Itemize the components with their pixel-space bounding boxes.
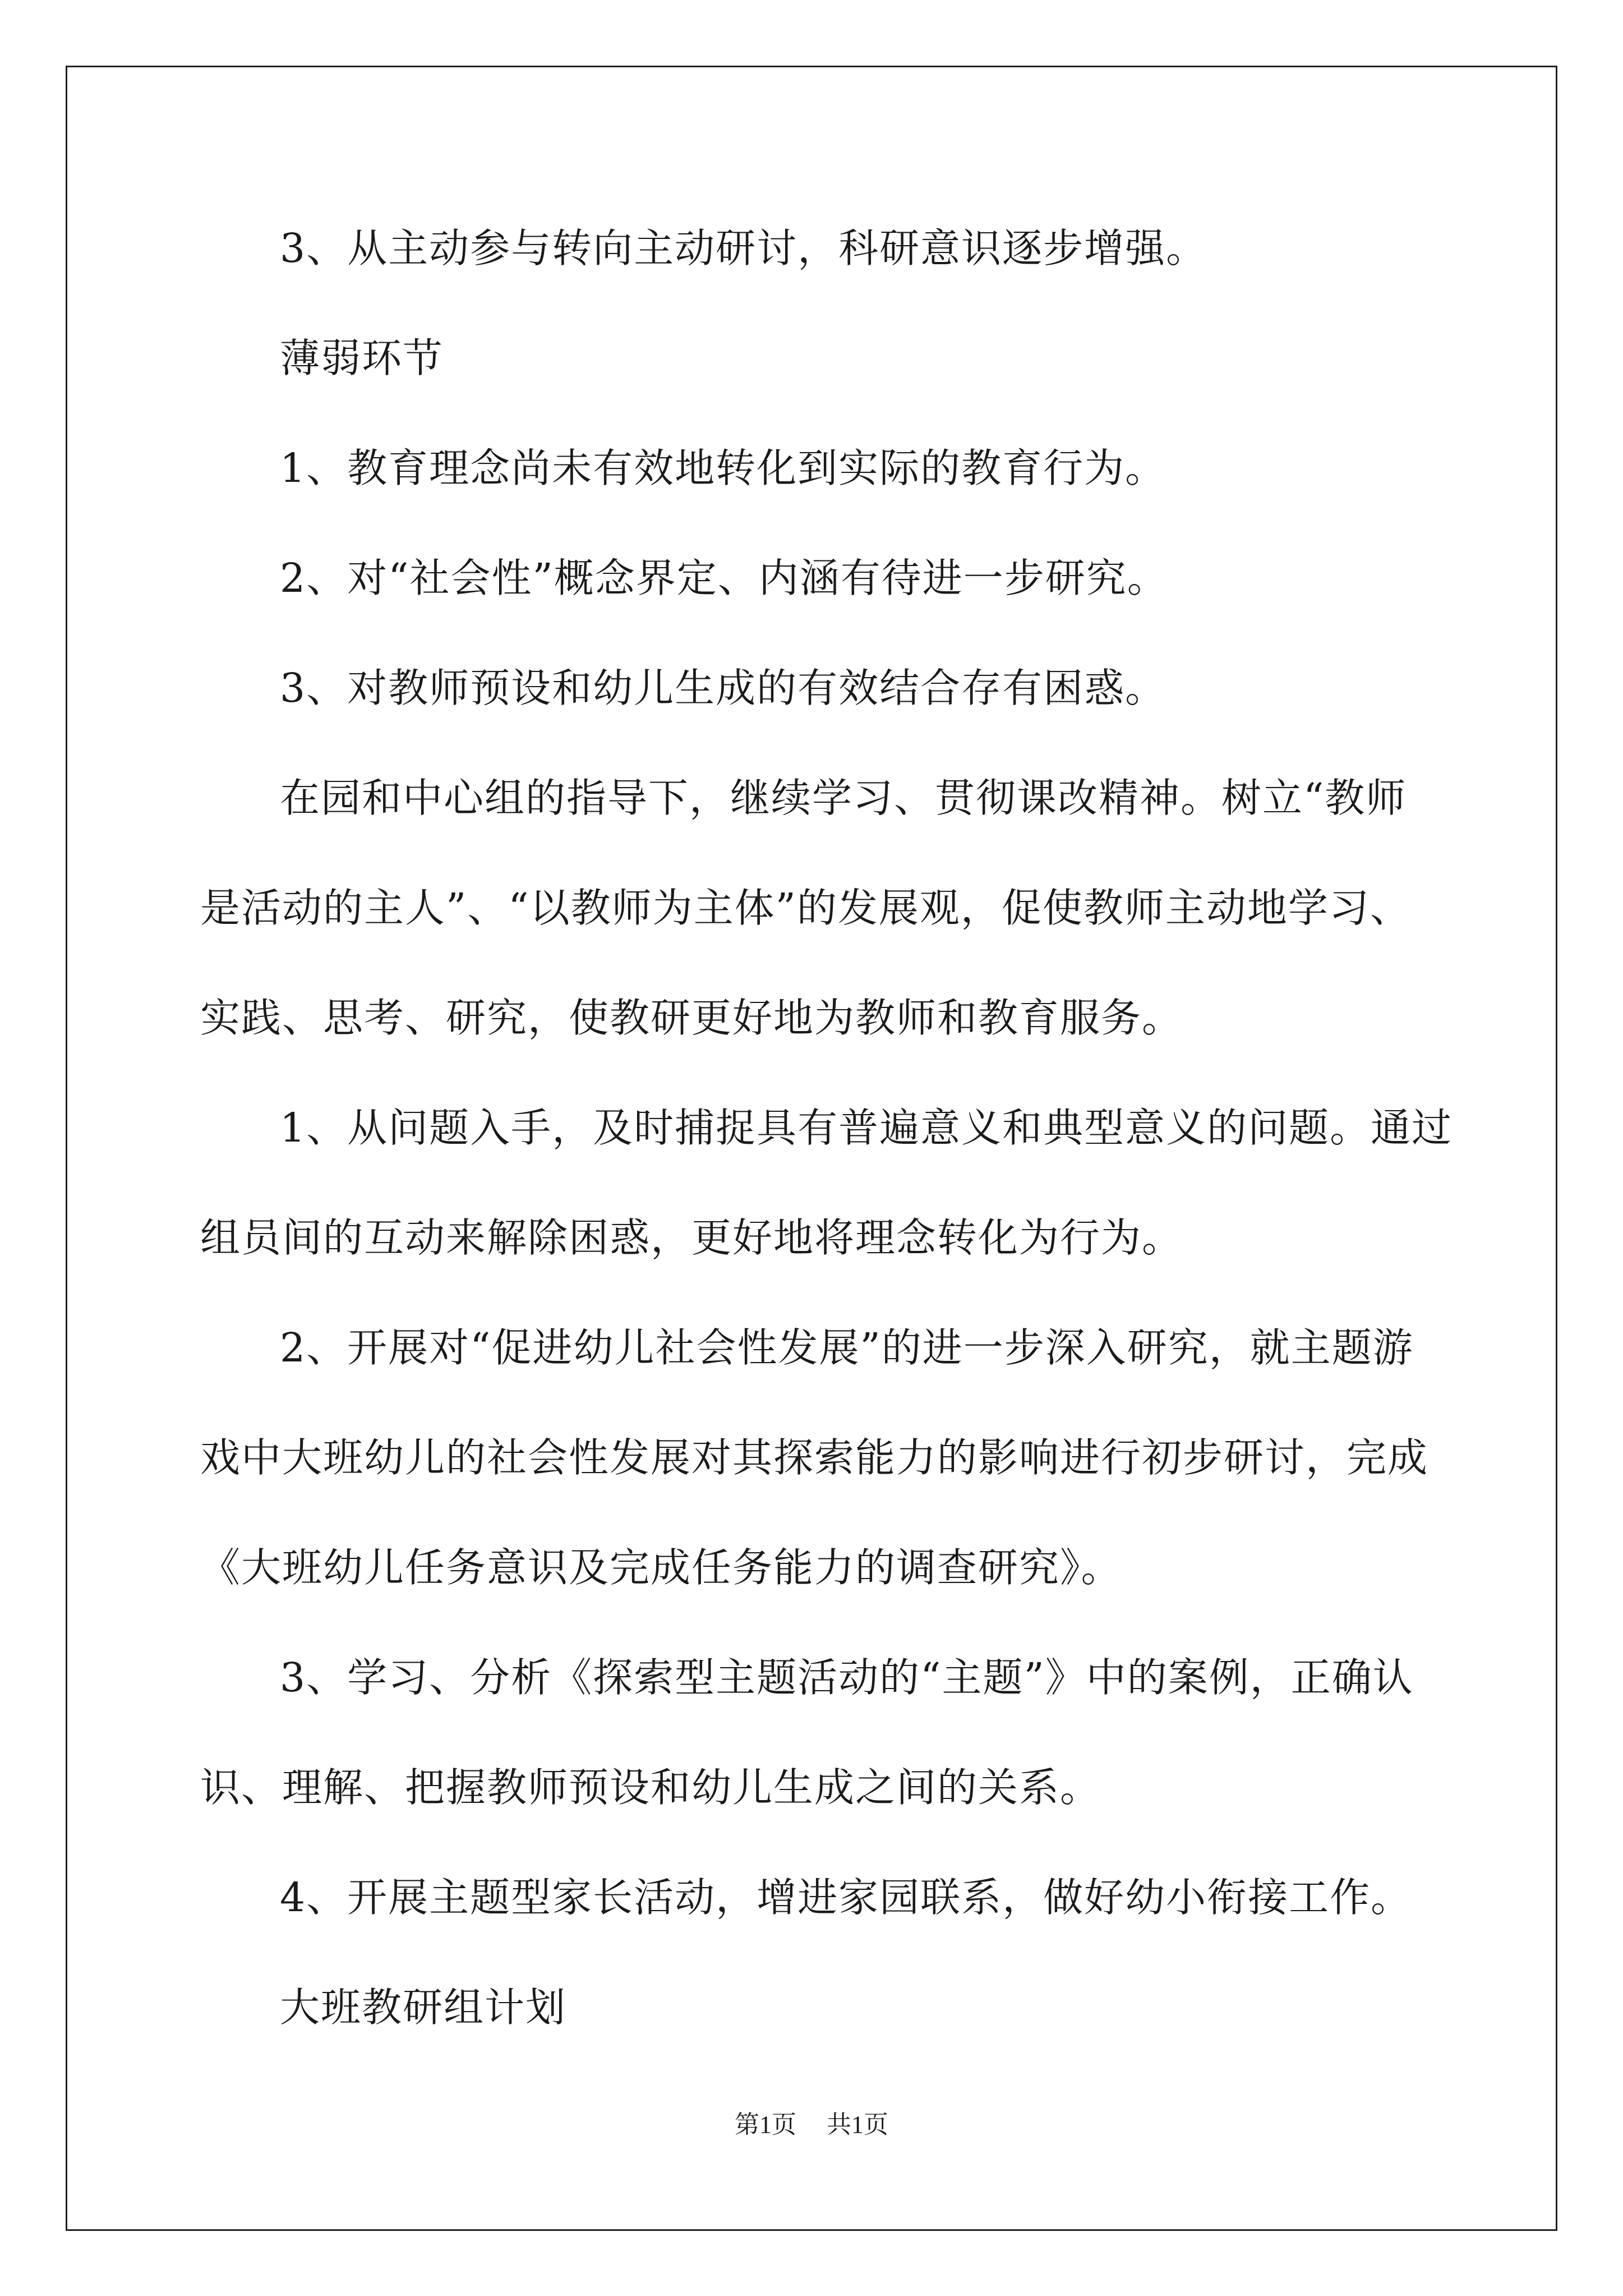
page-total: 共1页 bbox=[827, 2111, 888, 2138]
section-heading-weak-points: 薄弱环节 bbox=[280, 335, 444, 381]
paragraph-line: 3、对教师预设和幼儿生成的有效结合存有困惑。 bbox=[280, 665, 1166, 711]
paragraph-line: 戏中大班幼儿的社会性发展对其探索能力的影响进行初步研讨，完成 bbox=[200, 1434, 1429, 1481]
paragraph-line: 3、从主动参与转向主动研讨，科研意识逐步增强。 bbox=[280, 225, 1207, 272]
paragraph-line: 3、学习、分析《探索型主题活动的“主题”》中的案例，正确认 bbox=[280, 1654, 1414, 1701]
paragraph-line: 4、开展主题型家长活动，增进家园联系，做好幼小衔接工作。 bbox=[280, 1874, 1412, 1921]
paragraph-line: 1、从问题入手，及时捕捉具有普遍意义和典型意义的问题。通过 bbox=[280, 1105, 1453, 1151]
paragraph-line: 1、教育理念尚未有效地转化到实际的教育行为。 bbox=[280, 445, 1166, 491]
paragraph-line: 识、理解、把握教师预设和幼儿生成之间的关系。 bbox=[200, 1764, 1101, 1811]
paragraph-line: 实践、思考、研究，使教研更好地为教师和教育服务。 bbox=[200, 995, 1183, 1041]
page-number: 第1页 bbox=[735, 2111, 796, 2138]
paragraph-line: 在园和中心组的指导下，继续学习、贯彻课改精神。树立“教师 bbox=[280, 775, 1407, 821]
section-heading-plan: 大班教研组计划 bbox=[280, 1984, 567, 2031]
paragraph-line: 《大班幼儿任务意识及完成任务能力的调查研究》。 bbox=[200, 1544, 1122, 1591]
paragraph-line: 2、开展对“促进幼儿社会性发展”的进一步深入研究，就主题游 bbox=[280, 1324, 1414, 1371]
page-footer bbox=[0, 2108, 1623, 2142]
paragraph-line: 2、对“社会性”概念界定、内涵有待进一步研究。 bbox=[280, 555, 1168, 601]
paragraph-line: 是活动的主人”、“以教师为主体”的发展观，促使教师主动地学习、 bbox=[200, 885, 1411, 931]
paragraph-line: 组员间的互动来解除困惑，更好地将理念转化为行为。 bbox=[200, 1214, 1183, 1261]
